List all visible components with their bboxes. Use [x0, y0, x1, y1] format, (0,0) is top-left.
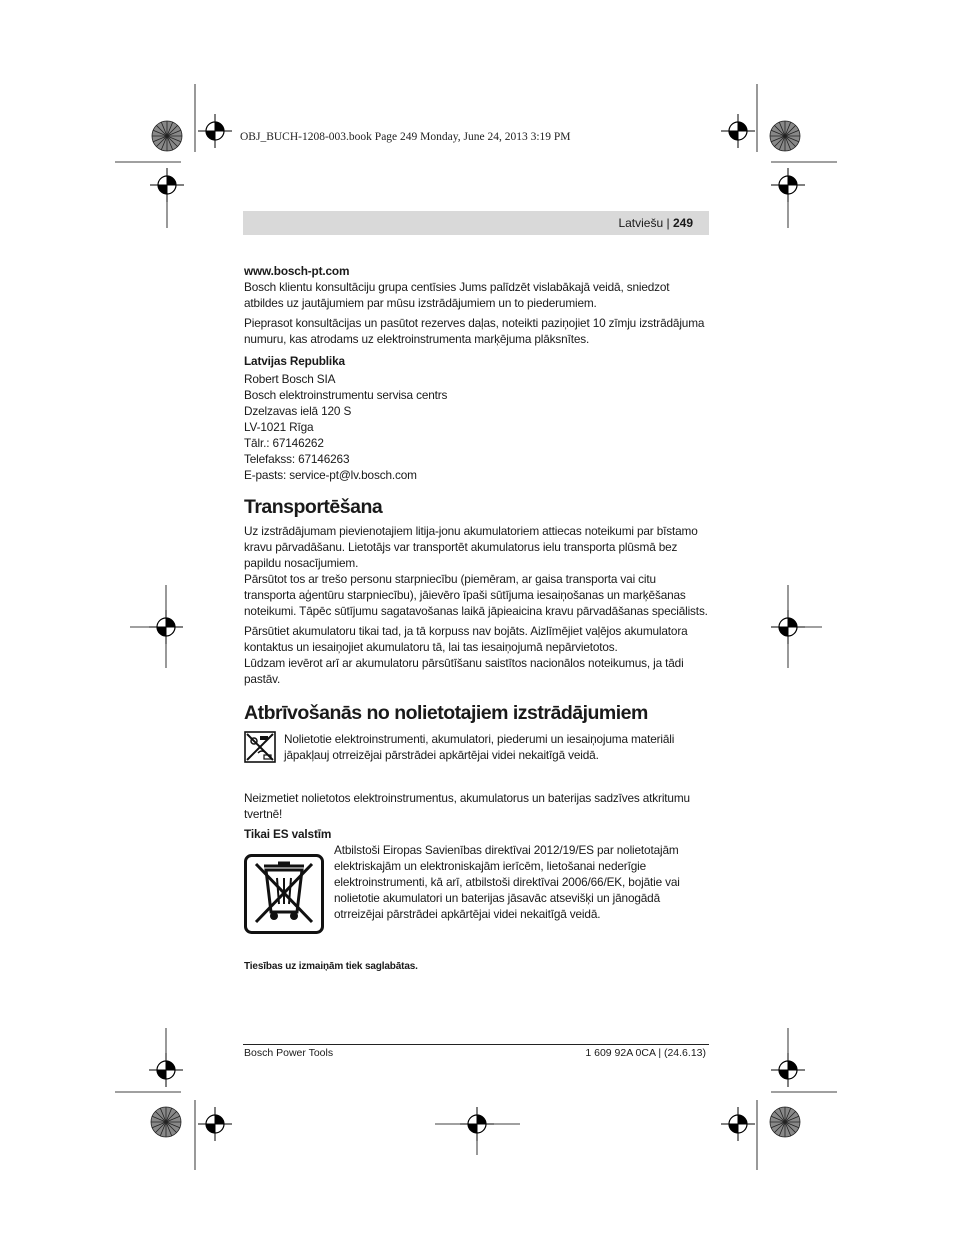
transport-para-2: Pārsūtot tos ar trešo personu starpniecību (piemēram, ar gaisa transporta vai citu transporta aģentūru starpniecību), jāievēro īpaši sūtījuma iesaiņošanas un marķēšanas noteikumi. Tāpēc sūtījumu sagatavošanas laikā jāpieaicina kravu pārvadāšanas speciālists.: [244, 572, 708, 618]
contact-para-2: Pieprasot konsultācijas un pasūtot rezerves daļas, noteikti paziņojiet 10 zīmju izstrādājuma numuru, kas atrodams uz elektroinstrumenta marķējuma plāksnītes.: [244, 316, 705, 346]
transport-para-4: Lūdzam ievērot arī ar akumulatoru pārsūtīšanu saistītos nacionālos noteikumus, ja tādi pastāv.: [244, 656, 684, 686]
header-separator: |: [666, 216, 670, 230]
recycle-row: [244, 731, 710, 763]
tool-recycling-icon: [244, 731, 276, 763]
rights-note: Tiesības uz izmaiņām tiek saglabātas.: [244, 961, 418, 972]
page-number: 249: [672, 216, 693, 230]
transport-heading: Transportēšana: [244, 496, 383, 518]
page-header: [243, 211, 709, 235]
country-heading: Latvijas Republika: [244, 354, 345, 368]
email-line: E-pasts: service-pt@lv.bosch.com: [244, 468, 417, 482]
eu-text: Atbilstoši Eiropas Savienības direktīvai 2012/19/ES par nolietotajām elektriskajām un elektroniskajām ierīcēm, lietošanai nederīgie elektroinstrumenti, kā arī, atbilstoši direktīvai 2006/66/EK, bojātie vai nolietotie akumulatori un baterijas jāsavāc atsevišķi un jānogādā otrreizējai pārstrādei apkārtējai videi nekaitīgā veidā.: [334, 843, 680, 921]
eu-heading: Tikai ES valstīm: [244, 827, 332, 841]
address-line: Telefakss: 67146263: [244, 452, 350, 466]
transport-para-3: Pārsūtiet akumulatoru tikai tad, ja tā korpuss nav bojāts. Aizlīmējiet vaļējos akumulatora kontaktus un iesaiņojiet akumulatoru tā, lai tas iesaiņojumā nepārvietotos.: [244, 624, 688, 654]
household-warning: Neizmetiet nolietotos elektroinstrumentus, akumulatorus un baterijas sadzīves atkritumu tvertnē!: [244, 791, 690, 821]
weee-row: [244, 842, 710, 934]
header-text: [618, 216, 693, 230]
footer-company: Bosch Power Tools: [244, 1047, 334, 1059]
website-link[interactable]: www.bosch-pt.com: [244, 264, 350, 278]
address-line: Bosch elektroinstrumentu servisa centrs: [244, 388, 448, 402]
contact-para-1: Bosch klientu konsultāciju grupa centīsies Jums palīdzēt vislabākajā veidā, sniedzot atbildes uz jautājumiem par mūsu izstrādājumiem un to piederumiem.: [244, 280, 670, 310]
recycle-text: Nolietotie elektroinstrumenti, akumulatori, piederumi un iesaiņojuma materiāli jāpakļauj otrreizējai pārstrādei apkārtējai videi nekaitīgā veidā.: [284, 732, 675, 762]
footer-divider: [243, 1044, 709, 1045]
page-content: [244, 263, 710, 974]
footer-doc-number: 1 609 92A 0CA | (24.6.13): [585, 1047, 706, 1059]
header-language: Latviešu: [618, 216, 664, 230]
address-line: Tālr.: 67146262: [244, 436, 324, 450]
transport-para-1: Uz izstrādājumam pievienotajiem litija-jonu akumulatoriem attiecas noteikumi par bīstamo kravu pārvadāšanu. Lietotājs var transportēt akumulatorus ielu transporta plūsmā bez papildu nosacījumiem.: [244, 524, 698, 570]
file-info: OBJ_BUCH-1208-003.book Page 249 Monday, June 24, 2013 3:19 PM: [240, 131, 571, 143]
disposal-heading: Atbrīvošanās no nolietotajiem izstrādājumiem: [244, 702, 648, 724]
address-line: Dzelzavas ielā 120 S: [244, 404, 352, 418]
address-line: LV-1021 Rīga: [244, 420, 314, 434]
crossed-out-wheelie-bin-icon: [244, 854, 324, 934]
address-line: Robert Bosch SIA: [244, 372, 336, 386]
